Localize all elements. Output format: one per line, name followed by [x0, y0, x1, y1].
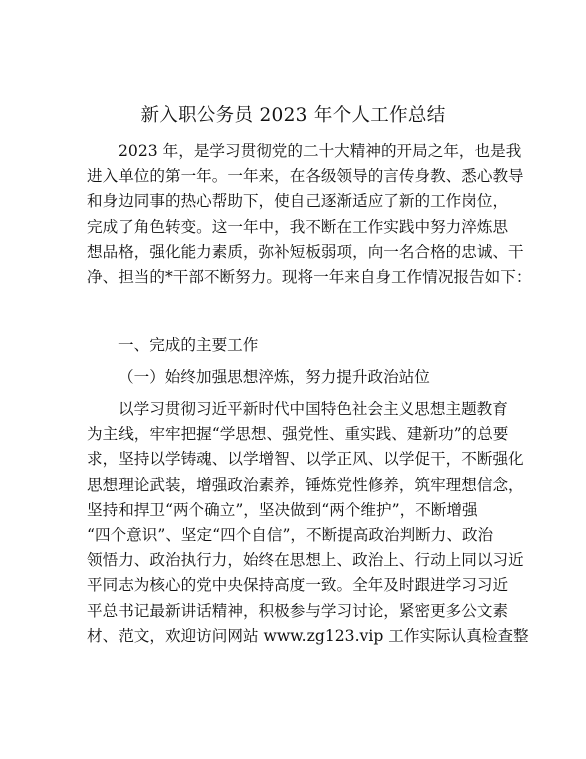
body-line: “四个意识”、坚定“四个自信”，不断提高政治判断力、政治 — [87, 525, 494, 544]
body-line: 平同志为核心的党中央保持高度一致。全年及时跟进学习习近 — [87, 576, 509, 595]
body-line: 以学习贯彻习近平新时代中国特色社会主义思想主题教育 — [118, 400, 508, 418]
intro-line: 想品格，强化能力素质，弥补短板弱项，向一名合格的忠诚、干 — [87, 242, 524, 261]
body-paragraph — [87, 397, 529, 649]
body-line: 领悟力、政治执行力，始终在思想上、政治上、行动上同以习近 — [87, 551, 524, 570]
intro-line: 进入单位的第一年。一年来，在各级领导的言传身教、悉心教导 — [87, 167, 524, 186]
body-line: 材、范文，欢迎访问网站 www.zg123.vip 工作实际认真检查整 — [87, 626, 529, 645]
section-heading: 一、完成的主要工作 — [118, 336, 259, 354]
body-line: 为主线，牢牢把握“学思想、强党性、重实践、建新功”的总要 — [87, 425, 509, 444]
intro-line: 完成了角色转变。这一年中，我不断在工作实践中努力淬炼思 — [87, 217, 509, 236]
body-line: 平总书记最新讲话精神，积极参与学习讨论，紧密更多公文素 — [87, 601, 509, 620]
body-line: 坚持和捍卫“两个确立”，坚决做到“两个维护”，不断增强 — [87, 500, 478, 519]
intro-line: 2023 年，是学习贯彻党的二十大精神的开局之年，也是我 — [118, 142, 522, 160]
document-title: 新入职公务员 2023 年个人工作总结 — [140, 105, 446, 126]
intro-line: 净、担当的*干部不断努力。现将一年来自身工作情况报告如下： — [87, 267, 532, 286]
body-line: 求，坚持以学铸魂、以学增智、以学正风、以学促干，不断强化 — [87, 450, 524, 469]
intro-line: 和身边同事的热心帮助下，使自己逐渐适应了新的工作岗位， — [87, 192, 509, 211]
body-line: 思想理论武装，增强政治素养，锤炼党性修养，筑牢理想信念， — [87, 475, 524, 494]
intro-paragraph — [87, 139, 532, 290]
sub-heading: （一）始终加强思想淬炼，努力提升政治站位 — [118, 368, 430, 386]
